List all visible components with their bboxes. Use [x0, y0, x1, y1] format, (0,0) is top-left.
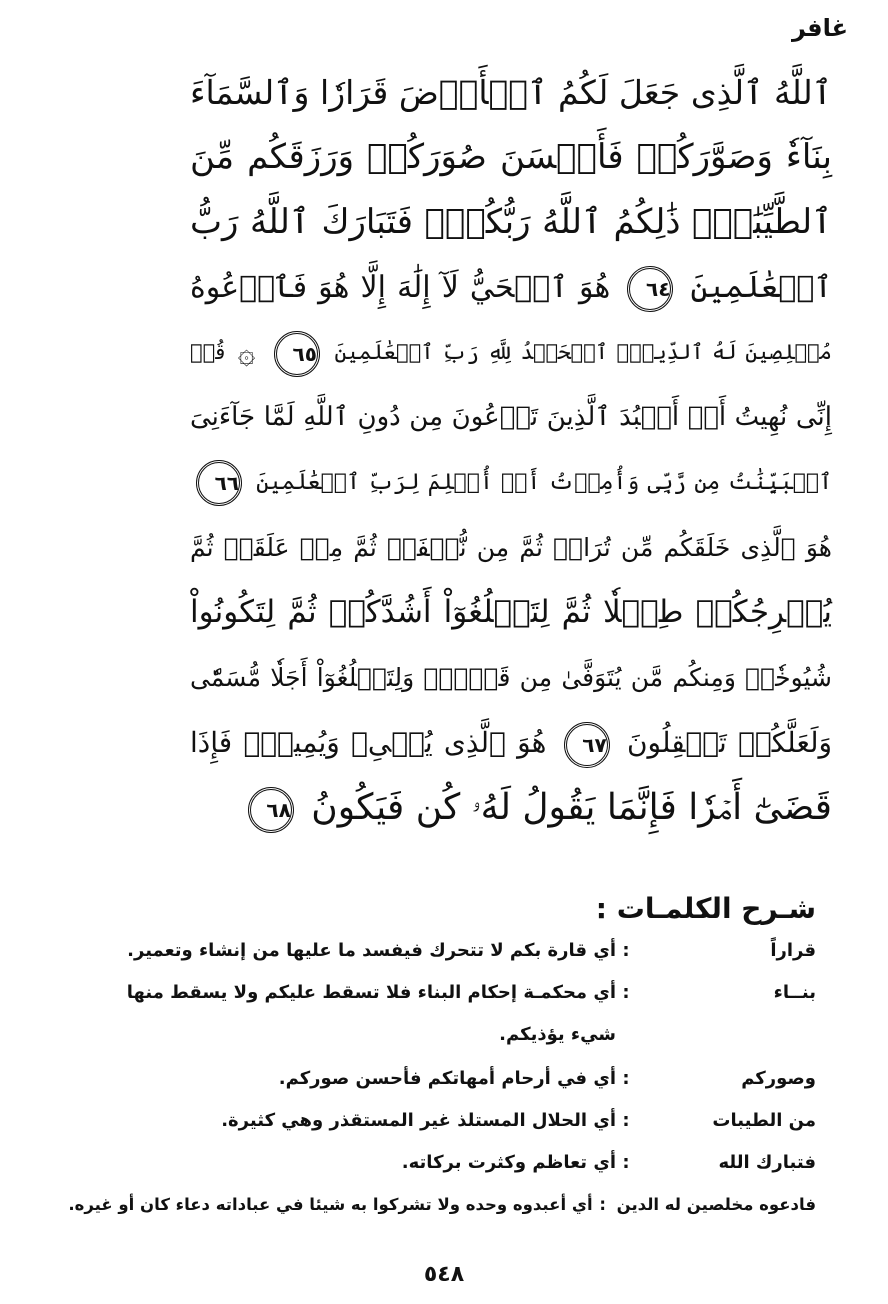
rub-el-hizb-icon: ۞	[237, 336, 256, 371]
verse-text: ٱلطَّيِّبَٰتِۚ ذَٰلِكُمُ ٱللَّهُ رَبُّكُمۡۖ فَتَبَارَكَ ٱللَّهُ رَبُّ	[190, 202, 832, 242]
glossary-term: فادعوه مخلصين له الدين	[616, 1195, 816, 1214]
glossary-term: من الطيبات	[712, 1110, 816, 1131]
verse-line	[190, 60, 832, 125]
verse-text: شُيُوخٗاۚ وَمِنكُم مَّن يُتَوَفَّىٰ مِن قَبۡلُۖ وَلِتَبۡلُغُوٓاْ أَجَلٗا مُّسَمّٗى	[190, 663, 832, 692]
verse-number-marker: ٦٨	[248, 787, 294, 833]
verse-text: مُخۡلِصِينَ لَهُ ٱلدِّينَۗ ٱلۡحَمۡدُ لِلَّهِ رَبِّ ٱلۡعَٰلَمِينَ	[334, 340, 832, 364]
verse-line	[190, 255, 832, 320]
glossary-entry	[58, 1104, 816, 1146]
glossary-list	[58, 934, 816, 1230]
page-number: ٥٤٨	[423, 1262, 465, 1287]
verse-text: بِنَآءٗ وَصَوَّرَكُمۡ فَأَحۡسَنَ صُوَرَكُمۡ وَرَزَقَكُم مِّنَ	[190, 137, 832, 177]
verse-line	[190, 450, 832, 515]
verse-number-marker: ٦٤	[627, 266, 673, 312]
verse-text: ٱلۡعَٰلَمِينَ	[690, 270, 832, 305]
verse-number-marker: ٦٧	[564, 722, 610, 768]
glossary-definition: أي تعاظم وكثرت بركاته.	[401, 1152, 616, 1173]
verse-line	[190, 385, 832, 450]
glossary-term: قراراً	[770, 940, 816, 961]
glossary-definition: أي قارة بكم لا تتحرك فيفسد ما عليها من إنشاء وتعمير.	[127, 940, 616, 961]
verse-line	[190, 190, 832, 255]
verse-line	[190, 515, 832, 580]
verse-text: هُوَ ٱلۡحَيُّ لَآ إِلَٰهَ إِلَّا هُوَ فَٱدۡعُوهُ	[190, 270, 611, 305]
glossary-colon: :	[622, 1152, 630, 1173]
glossary-colon: :	[622, 1068, 630, 1089]
glossary-term: بنــاء	[773, 982, 816, 1003]
verse-number-marker: ٦٦	[196, 460, 242, 506]
glossary-definition: أي الحلال المستلذ غير المستقذر وهي كثيرة.	[221, 1110, 616, 1131]
verse-text: قَضَىٰٓ أَمۡرٗا فَإِنَّمَا يَقُولُ لَهُۥ كُن فَيَكُونُ	[311, 787, 832, 828]
verse-text: هُوَ ٱلَّذِى يُحۡىِۦ وَيُمِيتُۖ فَإِذَا	[190, 726, 547, 759]
glossary-colon: :	[599, 1195, 606, 1214]
verse-text: قُلۡ	[190, 340, 226, 364]
glossary-entry	[58, 976, 816, 1018]
verse-line	[190, 580, 832, 645]
glossary-term: وصوركم	[741, 1068, 816, 1089]
glossary-entry	[58, 1062, 816, 1104]
verse-text: ٱللَّهُ ٱلَّذِى جَعَلَ لَكُمُ ٱلۡأَرۡضَ قَرَارٗا وَٱلسَّمَآءَ	[190, 73, 832, 112]
glossary-term: فتبارك الله	[718, 1152, 816, 1173]
verse-line	[190, 710, 832, 775]
glossary-definition: أي أعبدوه وحده ولا تشركوا به شيئا في عباداته دعاء كان أو غيره.	[68, 1195, 593, 1214]
verse-text: ٱلۡبَيِّنَٰتُ مِن رَّبِّى وَأُمِرۡتُ أَنۡ أُسۡلِمَ لِرَبِّ ٱلۡعَٰلَمِينَ	[256, 470, 832, 495]
glossary-definition-continuation: شيء يؤذيكم.	[499, 1024, 616, 1045]
verse-text: وَلَعَلَّكُمۡ تَعۡقِلُونَ	[626, 726, 833, 759]
verse-text: إِنِّى نُهِيتُ أَنۡ أَعۡبُدَ ٱلَّذِينَ تَدۡعُونَ مِن دُونِ ٱللَّهِ لَمَّا جَآءَنِىَ	[190, 402, 832, 432]
glossary-definition: أي محكمـة إحكام البناء فلا تسقط عليكم ولا يسقط منها	[126, 982, 616, 1003]
verse-line	[190, 320, 832, 385]
glossary-entry	[58, 934, 816, 976]
glossary-definition: أي في أرحام أمهاتكم فأحسن صوركم.	[278, 1068, 616, 1089]
glossary-colon: :	[622, 982, 630, 1003]
glossary-title: شـرح الكلمـات :	[595, 892, 816, 925]
surah-header: غافر	[791, 14, 848, 42]
glossary-colon: :	[622, 940, 630, 961]
verse-text: هُوَ ٱلَّذِى خَلَقَكُم مِّن تُرَابٖ ثُمَّ مِن نُّطۡفَةٖ ثُمَّ مِنۡ عَلَقَةٖ ثُمَّ	[190, 533, 832, 562]
verses-block	[190, 60, 832, 840]
verse-line	[190, 125, 832, 190]
verse-line	[190, 645, 832, 710]
glossary-entry	[58, 1146, 816, 1188]
verse-line	[190, 775, 832, 840]
verse-text: يُخۡرِجُكُمۡ طِفۡلٗا ثُمَّ لِتَبۡلُغُوٓاْ أَشُدَّكُمۡ ثُمَّ لِتَكُونُواْ	[190, 594, 832, 630]
glossary-colon: :	[622, 1110, 630, 1131]
glossary-entry	[58, 1188, 816, 1230]
verse-number-marker: ٦٥	[274, 331, 320, 377]
